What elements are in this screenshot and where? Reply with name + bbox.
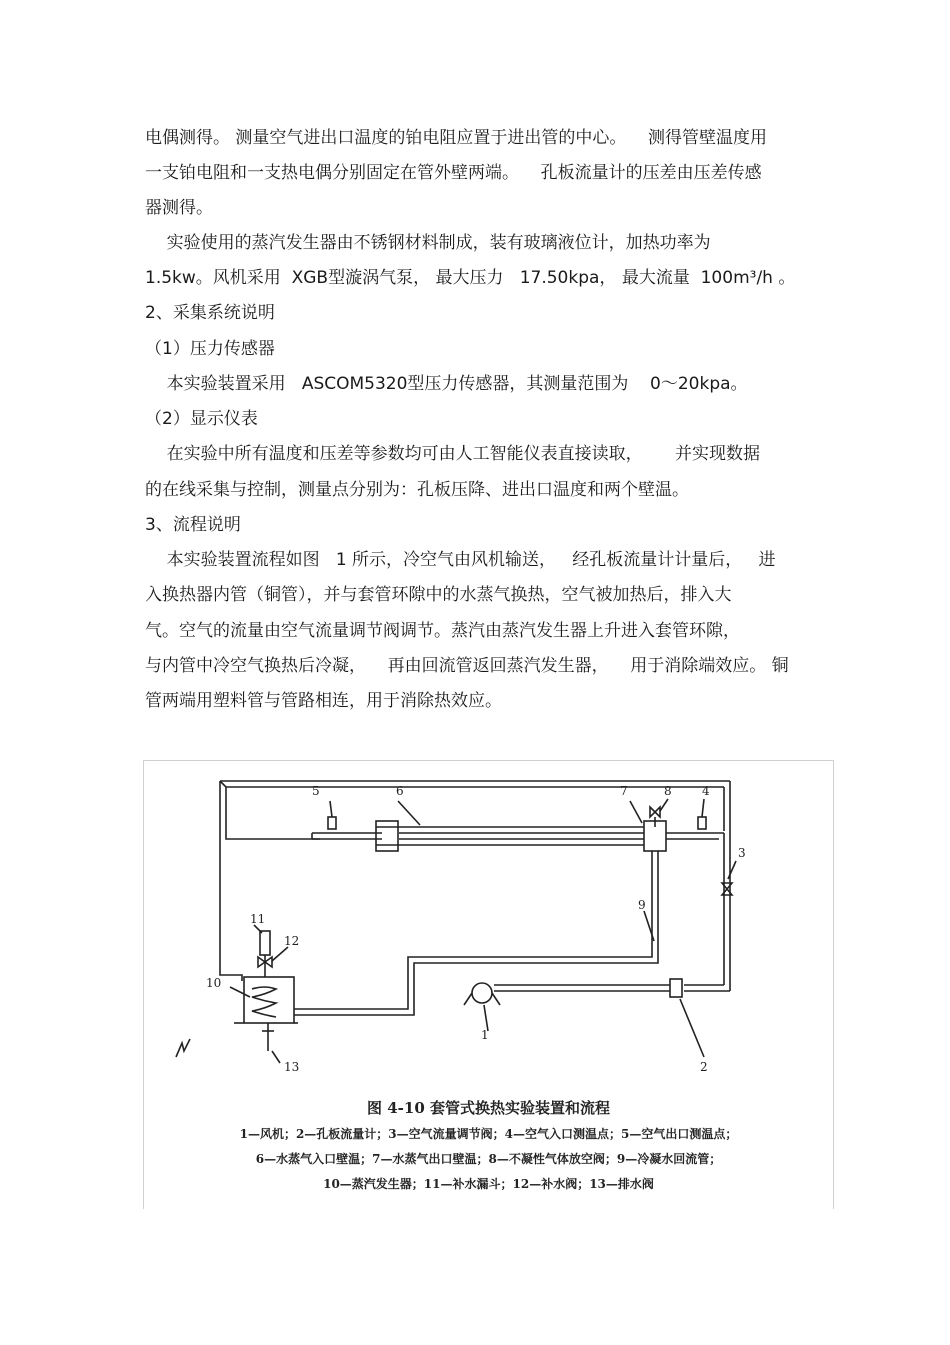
outer-pipe-left (220, 781, 320, 839)
text-line: 一支铂电阻和一支热电偶分别固定在管外壁两端。 孔板流量计的压差由压差传感 (145, 163, 762, 183)
label-4: 4 (702, 784, 710, 798)
label-5: 5 (312, 784, 320, 798)
label-13: 13 (284, 1060, 300, 1074)
outer-pipe-left-wall (220, 781, 242, 981)
orifice-flowmeter (670, 979, 682, 997)
figure-legend-line: 1—风机；2—孔板流量计；3—空气流量调节阀；4—空气入口测温点；5—空气出口测温点； (239, 1127, 738, 1141)
text-line: 电偶测得。 测量空气进出口温度的铂电阻应置于进出管的中心。 测得管壁温度用 (145, 128, 768, 148)
text-line: 与内管中冷空气换热后冷凝， 再由回流管返回蒸汽发生器， 用于消除端效应。 铜 (145, 656, 789, 676)
section-heading: 2、采集系统说明 (145, 303, 275, 323)
text-line: 管两端用塑料管与管路相连，用于消除热效应。 (145, 691, 502, 711)
label-2: 2 (700, 1060, 708, 1074)
label-9: 9 (638, 898, 646, 912)
figure-legend-line: 6—水蒸气入口壁温；7—水蒸气出口壁温；8—不凝性气体放空阀；9—冷凝水回流管； (255, 1152, 722, 1166)
section-heading: 3、流程说明 (145, 515, 241, 535)
text-line: 1.5kw。风机采用 XGB型漩涡气泵， 最大压力 17.50kpa， 最大流量 100m³/h 。 (145, 268, 796, 288)
subsection-heading: （1）压力传感器 (145, 339, 275, 359)
figure-title: 图 4-10 套管式换热实验装置和流程 (367, 1099, 610, 1117)
label-12: 12 (284, 934, 300, 948)
label-7: 7 (620, 784, 628, 798)
figure-legend-line: 10—蒸汽发生器；11—补水漏斗；12—补水阀；13—排水阀 (323, 1177, 654, 1191)
apparatus-figure (143, 760, 834, 1209)
label-3: 3 (738, 846, 746, 860)
text-line: 器测得。 (145, 198, 213, 218)
label-8: 8 (664, 784, 672, 798)
text-line: 气。空气的流量由空气流量调节阀调节。蒸汽由蒸汽发生器上升进入套管环隙， (145, 621, 740, 641)
text-line: 本实验装置流程如图 1 所示，冷空气由风机输送， 经孔板流量计计量后， 进 (145, 550, 776, 570)
label-6: 6 (396, 784, 404, 798)
text-line: 在实验中所有温度和压差等参数均可由人工智能仪表直接读取， 并实现数据 (145, 444, 761, 464)
blower-fan (472, 983, 492, 1003)
apparatus-diagram (144, 761, 833, 1091)
fill-funnel (260, 931, 270, 955)
text-line: 本实验装置采用 ASCOM5320型压力传感器，其测量范围为 0～20kpa。 (145, 374, 748, 394)
text-line: 实验使用的蒸汽发生器由不锈钢材料制成，装有玻璃液位计，加热功率为 (145, 233, 711, 253)
label-10: 10 (206, 976, 222, 990)
text-line: 入换热器内管（铜管），并与套管环隙中的水蒸气换热，空气被加热后，排入大 (145, 585, 732, 605)
label-1: 1 (481, 1028, 489, 1042)
subsection-heading: （2）显示仪表 (145, 409, 258, 429)
label-11: 11 (250, 912, 266, 926)
text-line: 的在线采集与控制，测量点分别为：孔板压降、进出口温度和两个壁温。 (145, 480, 689, 500)
